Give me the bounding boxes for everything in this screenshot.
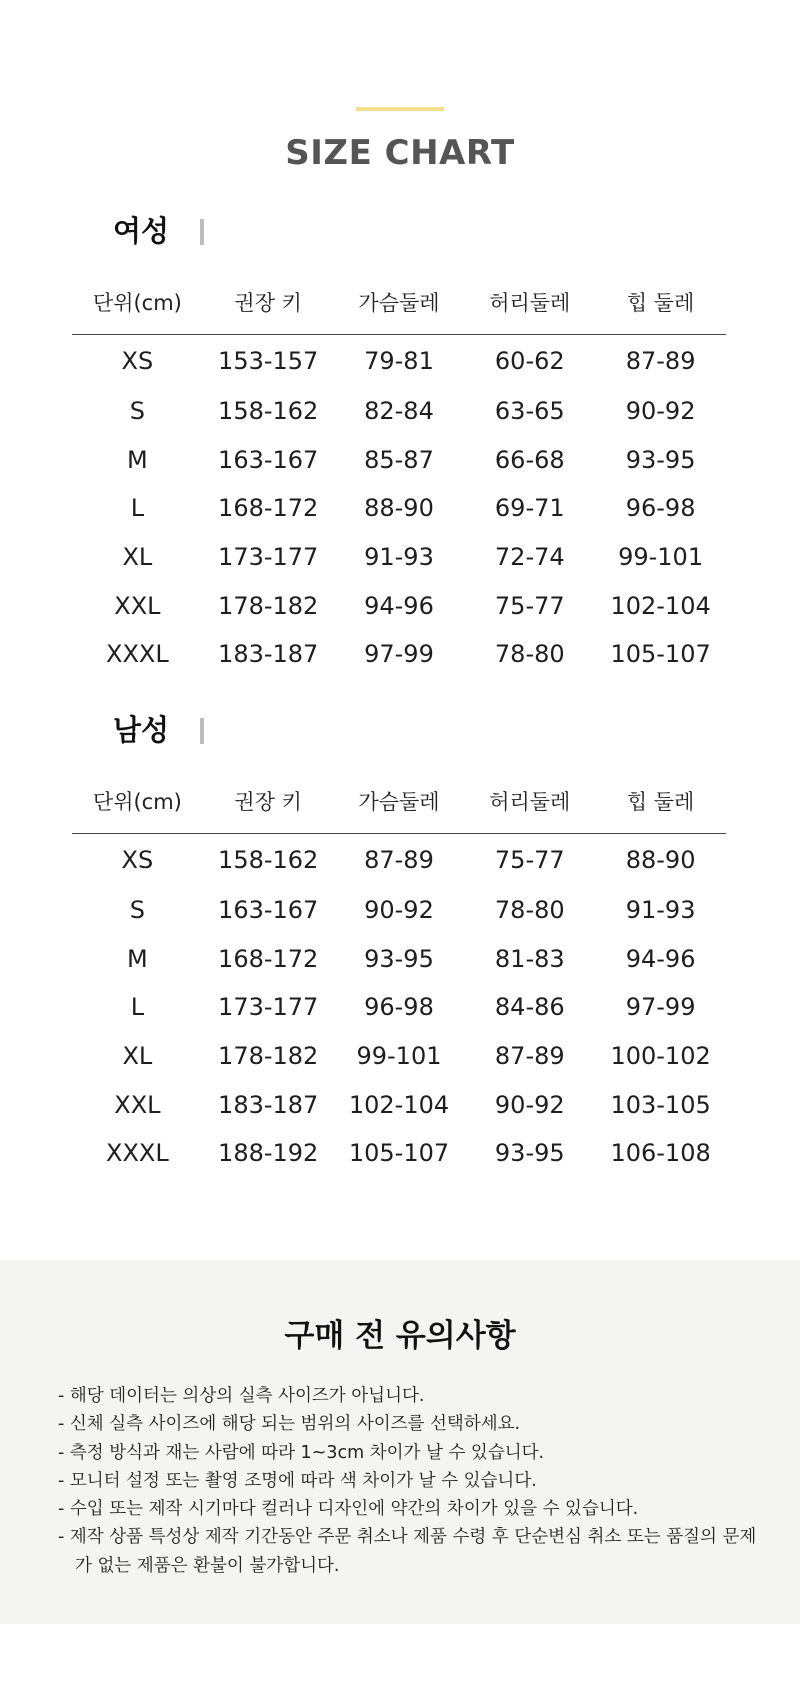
table-cell: M — [127, 944, 148, 973]
table-cell: XL — [122, 543, 153, 572]
purchase-notice-panel — [0, 1260, 800, 1624]
table-row — [72, 935, 726, 984]
table-cell: 72-74 — [494, 543, 565, 572]
table-row — [72, 484, 726, 533]
table-cell: 88-90 — [625, 846, 696, 874]
men-section-heading: 남성 — [113, 713, 170, 747]
table-row — [72, 533, 726, 582]
column-header: 허리둘레 — [489, 790, 571, 814]
table-row — [72, 581, 726, 630]
table-cell: 82-84 — [364, 397, 434, 426]
table-cell: 94-96 — [625, 944, 696, 973]
table-cell: S — [129, 397, 146, 426]
table-cell: 168-172 — [218, 944, 319, 973]
table-cell: 178-182 — [218, 1042, 319, 1071]
table-cell: 163-167 — [218, 445, 319, 474]
table-cell: 91-93 — [364, 543, 434, 572]
table-cell: 87-89 — [625, 347, 696, 375]
table-cell: XS — [121, 846, 154, 874]
table-row — [72, 1080, 726, 1129]
table-row — [72, 983, 726, 1032]
notice-item: - 모니터 설정 또는 촬영 조명에 따라 색 차이가 날 수 있습니다. — [58, 1470, 537, 1491]
table-row — [72, 335, 726, 388]
table-cell: 66-68 — [494, 445, 565, 474]
table-cell: 60-62 — [494, 347, 565, 375]
notice-title: 구매 전 유의사항 — [284, 1318, 516, 1354]
table-cell: 93-95 — [625, 445, 696, 474]
column-header: 권장 키 — [234, 291, 302, 315]
table-cell: 183-187 — [218, 640, 319, 669]
table-header-row — [72, 270, 726, 335]
table-row — [72, 886, 726, 935]
notice-item: - 신체 실측 사이즈에 해당 되는 범위의 사이즈를 선택하세요. — [58, 1414, 521, 1435]
table-cell: 90-92 — [494, 1090, 565, 1119]
table-cell: 102-104 — [610, 591, 711, 620]
table-cell: 153-157 — [218, 347, 319, 375]
table-cell: XXXL — [106, 1139, 169, 1168]
table-cell: XXXL — [106, 640, 169, 669]
table-cell: 106-108 — [610, 1139, 711, 1168]
table-cell: 178-182 — [218, 591, 319, 620]
table-cell: 78-80 — [494, 896, 565, 925]
table-cell: 173-177 — [218, 993, 319, 1022]
table-cell: XL — [122, 1042, 153, 1071]
table-cell: XXL — [114, 591, 161, 620]
table-row — [72, 1129, 726, 1178]
table-cell: 91-93 — [625, 896, 696, 925]
table-cell: 158-162 — [218, 846, 319, 874]
table-cell: 158-162 — [218, 397, 319, 426]
table-cell: 81-83 — [494, 944, 565, 973]
table-cell: L — [130, 494, 145, 523]
table-row — [72, 630, 726, 679]
notice-item: - 해당 데이터는 의상의 실측 사이즈가 아닙니다. — [58, 1386, 425, 1406]
table-cell: 173-177 — [218, 543, 319, 572]
table-cell: XXL — [114, 1090, 161, 1119]
table-cell: 103-105 — [610, 1090, 711, 1119]
table-cell: 93-95 — [494, 1139, 565, 1168]
table-cell: 183-187 — [218, 1090, 319, 1119]
title-accent-bar — [356, 107, 444, 111]
table-cell: 85-87 — [364, 445, 434, 474]
men-heading-marker — [200, 718, 204, 744]
table-cell: 105-107 — [348, 1139, 450, 1168]
table-cell: 88-90 — [364, 494, 434, 523]
table-cell: 69-71 — [494, 494, 565, 523]
table-cell: 90-92 — [364, 896, 434, 925]
table-cell: S — [129, 896, 146, 925]
column-header: 단위(cm) — [92, 790, 182, 814]
table-cell: 87-89 — [494, 1042, 565, 1071]
column-header: 권장 키 — [234, 790, 302, 814]
notice-item: - 제작 상품 특성상 제작 기간동안 주문 취소나 제품 수령 후 단순변심 취소 또는 품질의 문제가 없는 제품은 환불이 불가합니다. — [58, 1527, 757, 1576]
page-title: SIZE CHART — [285, 133, 515, 173]
table-cell: 90-92 — [625, 397, 696, 426]
column-header: 단위(cm) — [92, 291, 182, 315]
table-cell: 75-77 — [494, 591, 565, 620]
men-size-table — [72, 769, 726, 1178]
table-cell: XS — [121, 347, 154, 375]
table-cell: 188-192 — [218, 1139, 319, 1168]
notice-item: - 수입 또는 제작 시기마다 컬러나 디자인에 약간의 차이가 있을 수 있습니다. — [58, 1499, 639, 1520]
table-cell: 93-95 — [364, 944, 434, 973]
table-cell: 84-86 — [494, 993, 565, 1022]
table-cell: 100-102 — [610, 1042, 711, 1071]
column-header: 힙 둘레 — [626, 291, 695, 315]
table-cell: M — [127, 445, 148, 474]
table-header-row — [72, 769, 726, 834]
column-header: 가슴둘레 — [358, 790, 440, 814]
table-cell: 75-77 — [494, 846, 565, 874]
table-cell: 96-98 — [625, 494, 696, 523]
column-header: 허리둘레 — [489, 291, 571, 315]
table-cell: 87-89 — [364, 846, 434, 874]
table-cell: 97-99 — [625, 993, 696, 1022]
table-cell: 163-167 — [218, 896, 319, 925]
table-cell: 102-104 — [348, 1090, 450, 1119]
women-heading-marker — [200, 219, 204, 245]
table-cell: 97-99 — [364, 640, 434, 669]
table-row — [72, 1032, 726, 1081]
column-header: 가슴둘레 — [358, 291, 440, 315]
table-cell: 99-101 — [356, 1042, 442, 1071]
table-cell: 96-98 — [364, 993, 434, 1022]
table-cell: L — [130, 993, 145, 1022]
column-header: 힙 둘레 — [626, 790, 695, 814]
table-cell: 79-81 — [364, 347, 434, 375]
women-size-table — [72, 270, 726, 679]
table-row — [72, 387, 726, 436]
table-cell: 99-101 — [618, 543, 704, 572]
table-row — [72, 834, 726, 887]
table-cell: 63-65 — [494, 397, 565, 426]
table-row — [72, 436, 726, 485]
table-cell: 105-107 — [610, 640, 711, 669]
women-section-heading: 여성 — [113, 214, 170, 248]
notice-list — [58, 1382, 758, 1580]
notice-item: - 측정 방식과 재는 사람에 따라 1~3cm 차이가 날 수 있습니다. — [58, 1442, 545, 1463]
table-cell: 78-80 — [494, 640, 565, 669]
table-cell: 94-96 — [364, 591, 434, 620]
table-cell: 168-172 — [218, 494, 319, 523]
